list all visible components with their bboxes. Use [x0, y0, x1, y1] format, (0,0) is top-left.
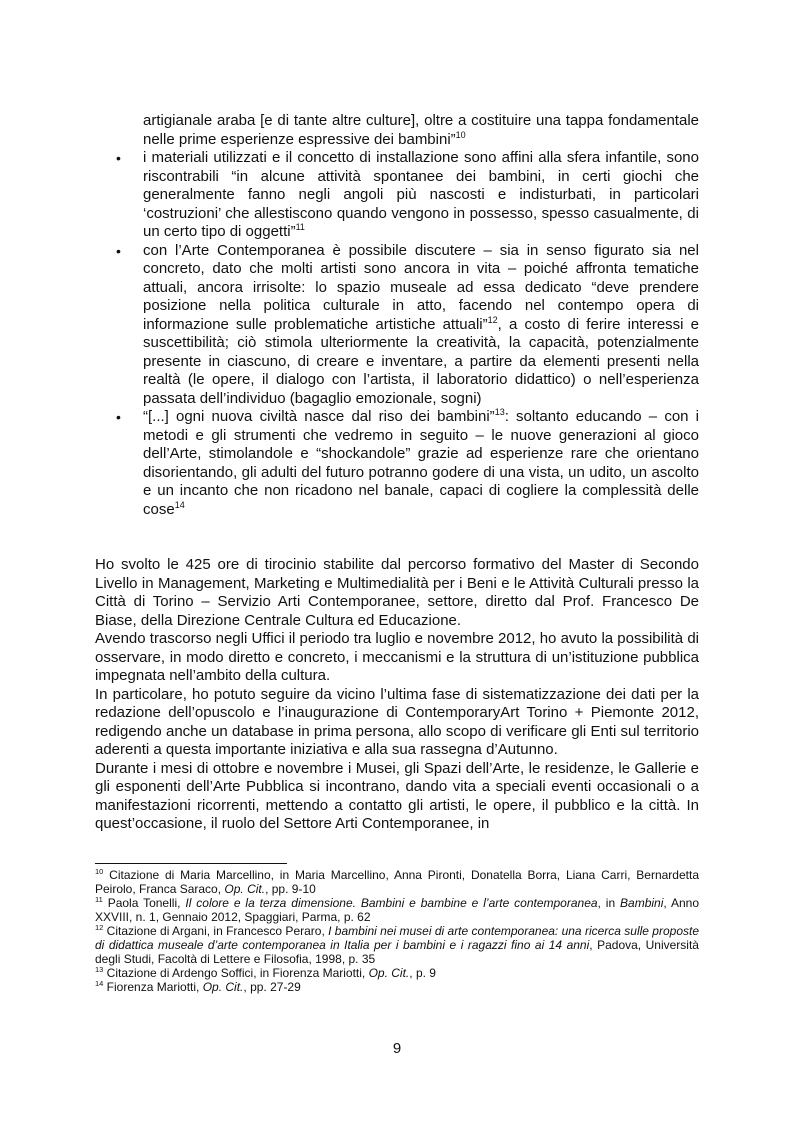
paragraph: Durante i mesi di ottobre e novembre i Musei, gli Spazi dell’Arte, le residenze, le Gallerie e gli esponenti dell’Arte Pubblica si incontrano, dando vita a speciali eventi occasionali o a manifestazioni ricorrenti, mettendo a contatto gli artisti, le opere, il pubblico e la città. In quest’occasione, il ruolo del Settore Arti Contemporanee, in: [95, 759, 699, 832]
footnote-ref[interactable]: 13: [494, 407, 505, 417]
bullet-dot-icon: •: [116, 242, 121, 259]
bullet-dot-icon: •: [116, 150, 121, 166]
footnote-separator: [95, 863, 287, 864]
footnote-number: 14: [95, 979, 104, 988]
footnote: $^{10}$ Citazione di Maria Marcellino, in Maria Marcellino, Anna Pironti, Donatella Borra, Liana Carri, Bernardetta Peirolo, Franca Saraco, Op. Cit., pp. 9-10: [95, 867, 699, 896]
body-paragraphs: [95, 556, 699, 834]
bullet-item: • con l’Arte Contemporanea è possibile discutere – sia in senso figurato sia nel concreto, dato che molti artisti sono ancora in vita – poiché affronta tematiche attuali, ancora irrisolte: lo spazio museale ad essa dedicato “deve prendere posizione nella politica culturale in atto, facendo nel contempo opera di informazione sulle problematiche artistiche attuali”$^{12}$, a costo di ferire interessi e suscettibilità; ciò stimola ulteriormente la creatività, la capacità, potenzialmente presente in ciascuno, di creare e inventare, a partire da elementi presenti nella realtà (le opere, il dialogo con l’artista, il laboratorio didattico) o nell’esperienza passata dell’individuo (bagaglio emozionale, sogni): [116, 241, 699, 407]
paragraph: In particolare, ho potuto seguire da vicino l’ultima fase di sistematizzazione dei dati per la redazione dell’opuscolo e l’inaugurazione di ContemporaryArt Torino + Piemonte 2012, redigendo anche un database in prima persona, allo scopo di verificare gli Enti sul territorio aderenti a questa importante iniziativa e alla sua rassegna d’Autunno.: [95, 685, 699, 758]
bullet-item: • i materiali utilizzati e il concetto di installazione sono affini alla sfera infantile, sono riscontrabili “in alcune attività spontanee dei bambini, in certi giochi che generalmente fanno negli angoli più nascosti e indisturbati, in particolari ‘costruzioni’ che allestiscono quando vengono in possesso, spesso casualmente, di un certo tipo di oggetti”$^{11}$: [116, 149, 699, 240]
footnote: $^{13}$ Citazione di Ardengo Soffici, in Fiorenza Mariotti, Op. Cit., p. 9: [95, 965, 436, 980]
footnote-ref[interactable]: 12: [487, 314, 498, 325]
footnote-number: 13: [95, 965, 104, 974]
footnote-number: 10: [95, 867, 104, 876]
bullet-continuation: artigianale araba [e di tante altre culture], oltre a costituire una tappa fondamentale nelle prime esperienze espressive dei bambini”$^{10}$: [143, 112, 699, 148]
footnote-ref[interactable]: 14: [174, 499, 185, 510]
footnote: $^{12}$ Citazione di Argani, in Francesco Peraro, I bambini nei musei di arte contemporanea: una ricerca sulle proposte di didattica museale d’arte contemporanea in Italia per i bambini e i ragazzi fino ai 14 anni, Padova, Università degli Studi, Facoltà di Lettere e Filosofia, 1998, p. 35: [95, 923, 699, 966]
bullet-item: • “[...] ogni nuova civiltà nasce dal riso dei bambini”$^{13}$: soltanto educando – con i metodi e gli strumenti che vedremo in seguito – le nuove generazioni al gioco dell’Arte, stimolandole e “shockandole” grazie ad esperienze rare che orientano disorientando, gli adulti del futuro potranno godere di una vista, un udito, un ascolto e un incanto che non ricadono nel banale, capaci di cogliere la complessità delle cose$^{14}$: [116, 407, 700, 518]
footnote: $^{11}$ Paola Tonelli, Il colore e la terza dimensione. Bambini e bambine e l’arte contemporanea, in Bambini, Anno XXVIII, n. 1, Gennaio 2012, Spaggiari, Parma, p. 62: [95, 895, 700, 924]
page-number: 9: [392, 1040, 402, 1057]
paragraph: Ho svolto le 425 ore di tirocinio stabilite dal percorso formativo del Master di Secondo Livello in Management, Marketing e Multimedialità per i Beni e le Attività Culturali presso la Città di Torino – Servizio Arti Contemporanee, settore, diretto dal Prof. Francesco De Biase, della Direzione Centrale Cultura ed Educazione.: [95, 556, 699, 629]
footnote: $^{14}$ Fiorenza Mariotti, Op. Cit., pp. 27-29: [95, 979, 301, 994]
footnote-ref[interactable]: 11: [295, 222, 305, 232]
bullet-list: [116, 112, 700, 519]
footnotes: [95, 868, 699, 994]
footnote-ref[interactable]: 10: [455, 129, 466, 140]
footnote-number: 12: [95, 923, 104, 932]
paragraph: Avendo trascorso negli Uffici il periodo tra luglio e novembre 2012, ho avuto la possibilità di osservare, in modo diretto e concreto, i meccanismi e la struttura di un’istituzione pubblica impegnata nell’ambito della cultura.: [95, 630, 699, 684]
footnote-number: 11: [95, 895, 103, 904]
bullet-dot-icon: •: [116, 409, 121, 425]
